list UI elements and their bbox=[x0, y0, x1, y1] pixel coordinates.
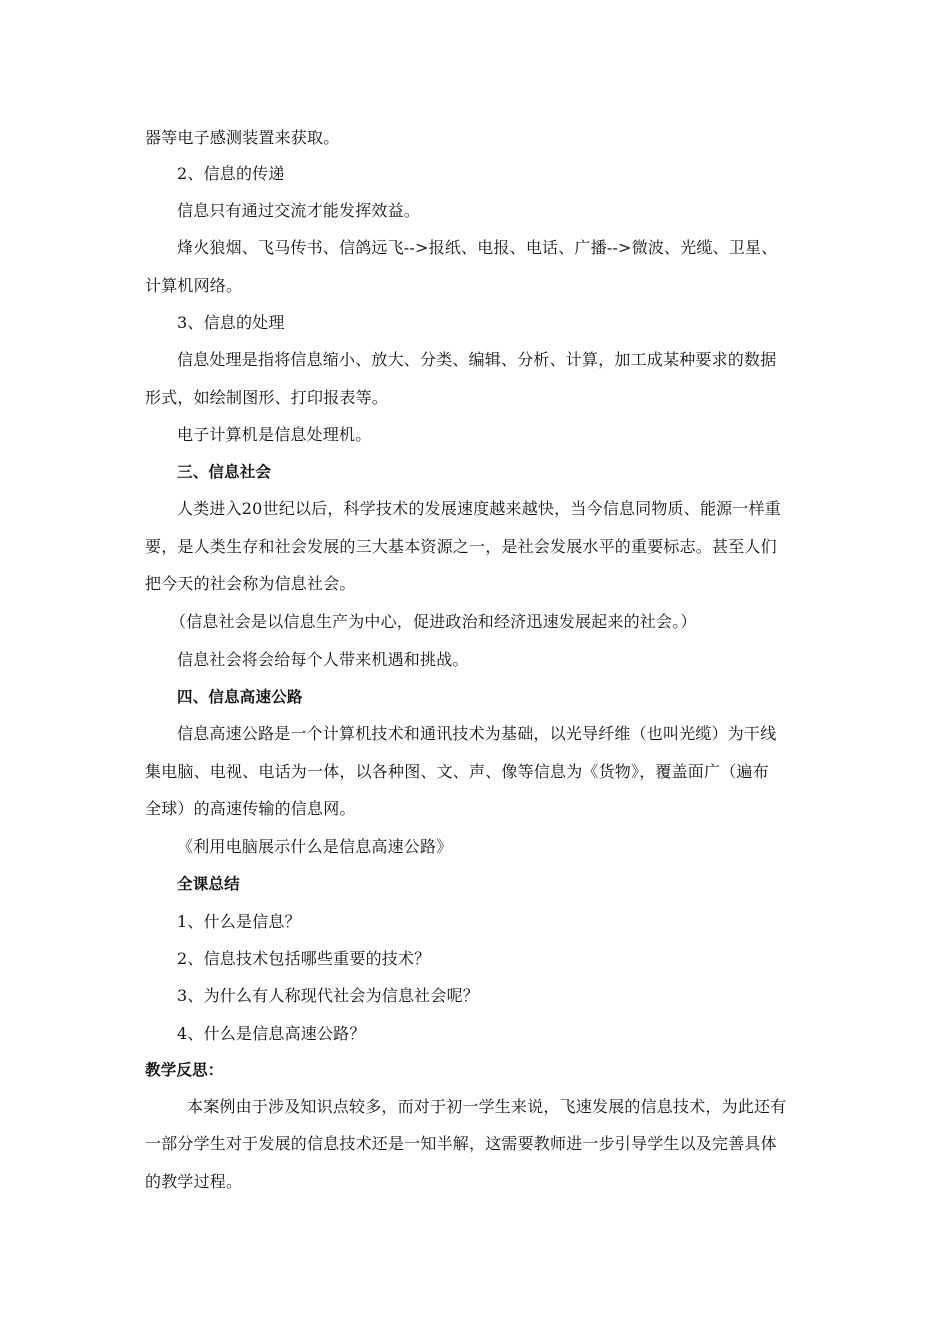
text-line: 烽火狼烟、飞马传书、信鸽远飞-->报纸、电报、电话、广播-->微波、光缆、卫星、 bbox=[177, 238, 778, 257]
text-line: 要，是人类生存和社会发展的三大基本资源之一，是社会发展水平的重要标志。甚至人们 bbox=[145, 537, 777, 556]
text-line: 形式，如绘制图形、打印报表等。 bbox=[145, 388, 389, 407]
list-item: 4、什么是信息高速公路？ bbox=[177, 1024, 366, 1043]
text-line: 集电脑、电视、电话为一体，以各种图、文、声、像等信息为《货物》，覆盖面广（遍布 bbox=[145, 762, 769, 781]
text-line: 把今天的社会称为信息社会。 bbox=[145, 574, 356, 593]
text-line: 信息社会将会给每个人带来机遇和挑战。 bbox=[177, 650, 469, 669]
heading-teaching-reflection: 教学反思： bbox=[145, 1061, 224, 1079]
heading-lesson-summary: 全课总结 bbox=[177, 875, 240, 893]
text-line: 信息只有通过交流才能发挥效益。 bbox=[177, 201, 421, 220]
text-line: 计算机网络。 bbox=[145, 276, 243, 295]
text-line: 《利用电脑展示什么是信息高速公路》 bbox=[177, 837, 453, 856]
text-line: 一部分学生对于发展的信息技术还是一知半解，这需要教师进一步引导学生以及完善具体 bbox=[145, 1134, 777, 1153]
text-line: 器等电子感测装置来获取。 bbox=[145, 128, 340, 147]
text-line: 的教学过程。 bbox=[145, 1172, 243, 1191]
text-line: 全球）的高速传输的信息网。 bbox=[145, 799, 356, 818]
text-line: （信息社会是以信息生产为中心，促进政治和经济迅速发展起来的社会。） bbox=[170, 612, 697, 631]
list-item: 3、为什么有人称现代社会为信息社会呢？ bbox=[177, 986, 479, 1005]
text-line: 电子计算机是信息处理机。 bbox=[177, 425, 372, 444]
heading-information-highway: 四、信息高速公路 bbox=[177, 688, 303, 706]
list-item: 2、信息技术包括哪些重要的技术？ bbox=[177, 949, 431, 968]
text-line: 人类进入20世纪以后，科学技术的发展速度越来越快，当今信息同物质、能源一样重 bbox=[177, 499, 781, 518]
section-heading-transmission: 2、信息的传递 bbox=[177, 164, 285, 183]
heading-information-society: 三、信息社会 bbox=[177, 463, 272, 481]
text-line: 信息高速公路是一个计算机技术和通讯技术为基础，以光导纤维（也叫光缆）为干线 bbox=[177, 724, 777, 743]
section-heading-processing: 3、信息的处理 bbox=[177, 313, 285, 332]
list-item: 1、什么是信息？ bbox=[177, 912, 301, 931]
text-line: 信息处理是指将信息缩小、放大、分类、编辑、分析、计算，加工成某种要求的数据 bbox=[177, 350, 777, 369]
text-line: 本案例由于涉及知识点较多，而对于初一学生来说，飞速发展的信息技术，为此还有 bbox=[187, 1097, 787, 1116]
